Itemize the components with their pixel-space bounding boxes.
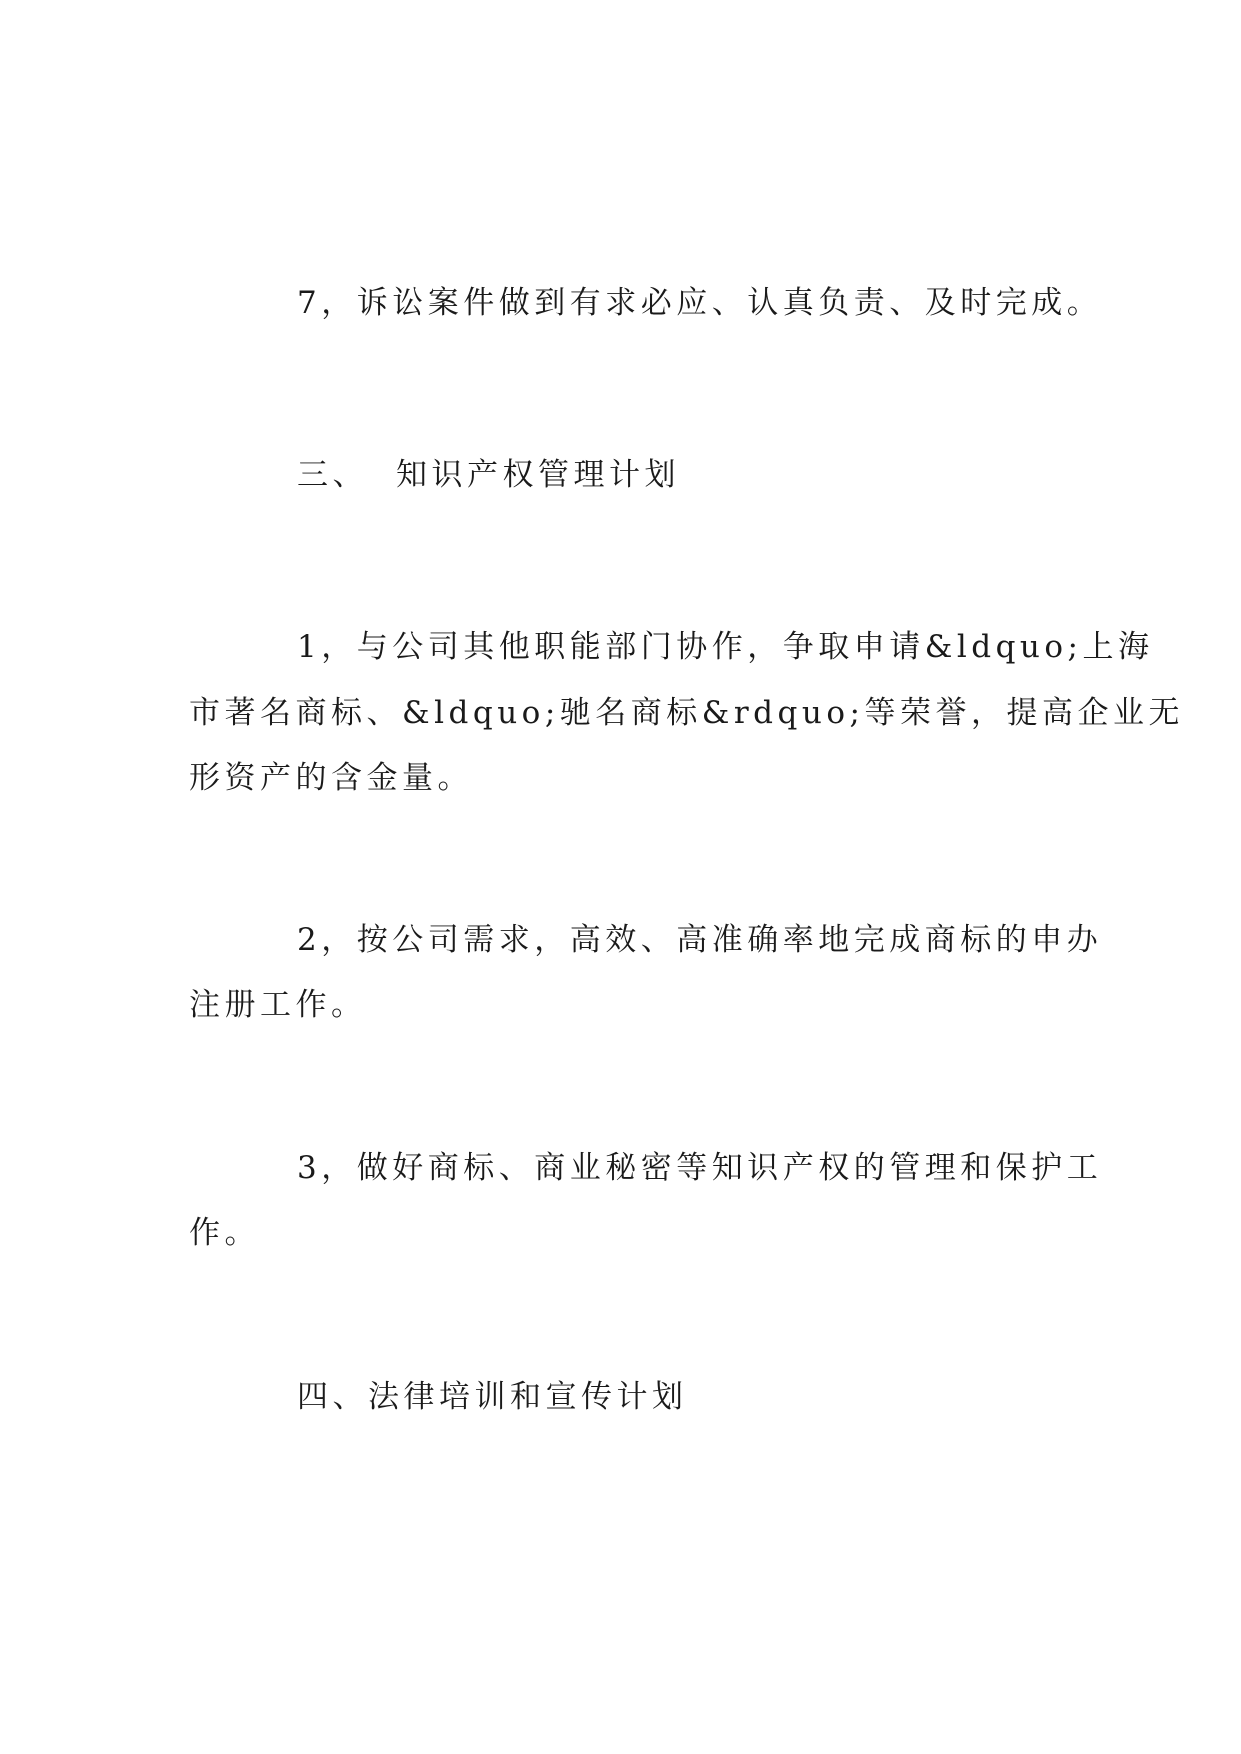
section-3-number: 三、 (297, 457, 368, 493)
paragraph-2-line-1: 2，按公司需求，高效、高准确率地完成商标的申办 (297, 922, 1103, 958)
section-4-heading: 四、法律培训和宣传计划 (297, 1379, 688, 1415)
paragraph-1-line-1: 1，与公司其他职能部门协作，争取申请&ldquo;上海 (297, 629, 1154, 665)
paragraph-3-line-1: 3，做好商标、商业秘密等知识产权的管理和保护工 (297, 1150, 1103, 1186)
paragraph-3-line-2: 作。 (189, 1215, 260, 1251)
item-7-text: 7，诉讼案件做到有求必应、认真负责、及时完成。 (297, 285, 1103, 321)
paragraph-1-line-2: 市著名商标、&ldquo;驰名商标&rdquo;等荣誉，提高企业无 (189, 695, 1184, 731)
paragraph-2-line-2: 注册工作。 (189, 987, 367, 1023)
section-3-heading (297, 455, 680, 495)
paragraph-1-line-3: 形资产的含金量。 (189, 760, 473, 796)
section-3-title: 知识产权管理计划 (396, 457, 680, 493)
